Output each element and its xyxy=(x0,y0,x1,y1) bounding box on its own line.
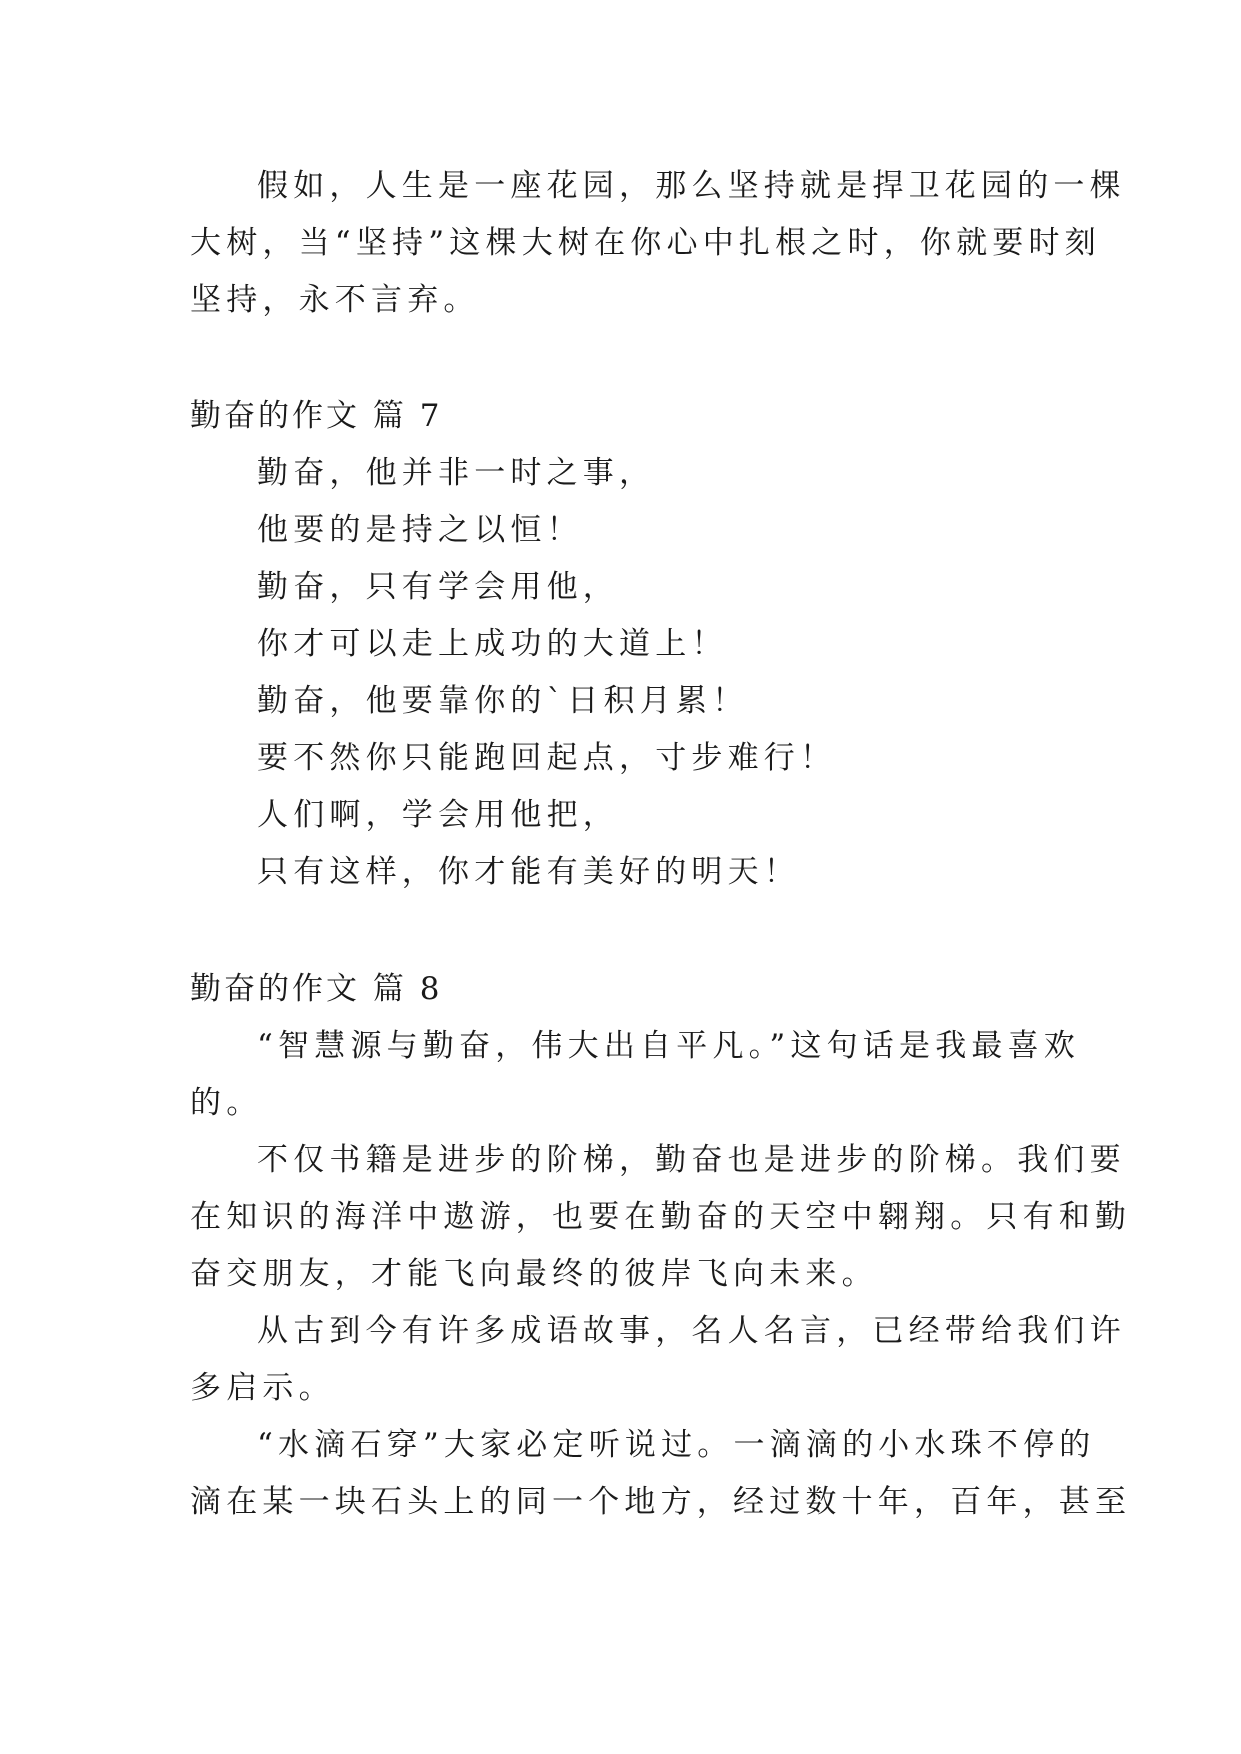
paragraph-line: 的。 xyxy=(190,1085,263,1121)
paragraph-line: 大树，当“坚持”这棵大树在你心中扎根之时，你就要时刻 xyxy=(190,225,1101,261)
poem-line: 勤奋，他要靠你的`日积月累！ xyxy=(257,683,749,719)
paragraph-line: 奋交朋友，才能飞向最终的彼岸飞向未来。 xyxy=(190,1256,878,1292)
poem-line: 他要的是持之以恒！ xyxy=(257,512,583,548)
paragraph-line: 在知识的海洋中遨游，也要在勤奋的天空中翱翔。只有和勤 xyxy=(190,1199,1132,1235)
section-heading: 勤奋的作文 篇 7 xyxy=(190,398,443,434)
paragraph-line: 从古到今有许多成语故事，名人名言，已经带给我们许 xyxy=(257,1313,1126,1349)
paragraph-line: 不仅书籍是进步的阶梯，勤奋也是进步的阶梯。我们要 xyxy=(257,1142,1126,1178)
poem-line: 勤奋，他并非一时之事， xyxy=(257,455,656,491)
poem-line: 人们啊，学会用他把， xyxy=(257,797,619,833)
paragraph-line: 假如，人生是一座花园，那么坚持就是捍卫花园的一棵 xyxy=(257,168,1126,204)
paragraph-line: 滴在某一块石头上的同一个地方，经过数十年，百年，甚至 xyxy=(190,1484,1132,1520)
poem-line: 勤奋，只有学会用他， xyxy=(257,569,619,605)
poem-line: 要不然你只能跑回起点，寸步难行！ xyxy=(257,740,837,776)
paragraph-line: 坚持，永不言弃。 xyxy=(190,282,480,318)
section-heading: 勤奋的作文 篇 8 xyxy=(190,971,443,1007)
paragraph-line: “智慧源与勤奋，伟大出自平凡。”这句话是我最喜欢 xyxy=(257,1028,1080,1064)
paragraph-line: 多启示。 xyxy=(190,1370,335,1406)
poem-line: 只有这样，你才能有美好的明天！ xyxy=(257,854,800,890)
paragraph-line: “水滴石穿”大家必定听说过。一滴滴的小水珠不停的 xyxy=(257,1427,1096,1463)
poem-line: 你才可以走上成功的大道上！ xyxy=(257,626,728,662)
